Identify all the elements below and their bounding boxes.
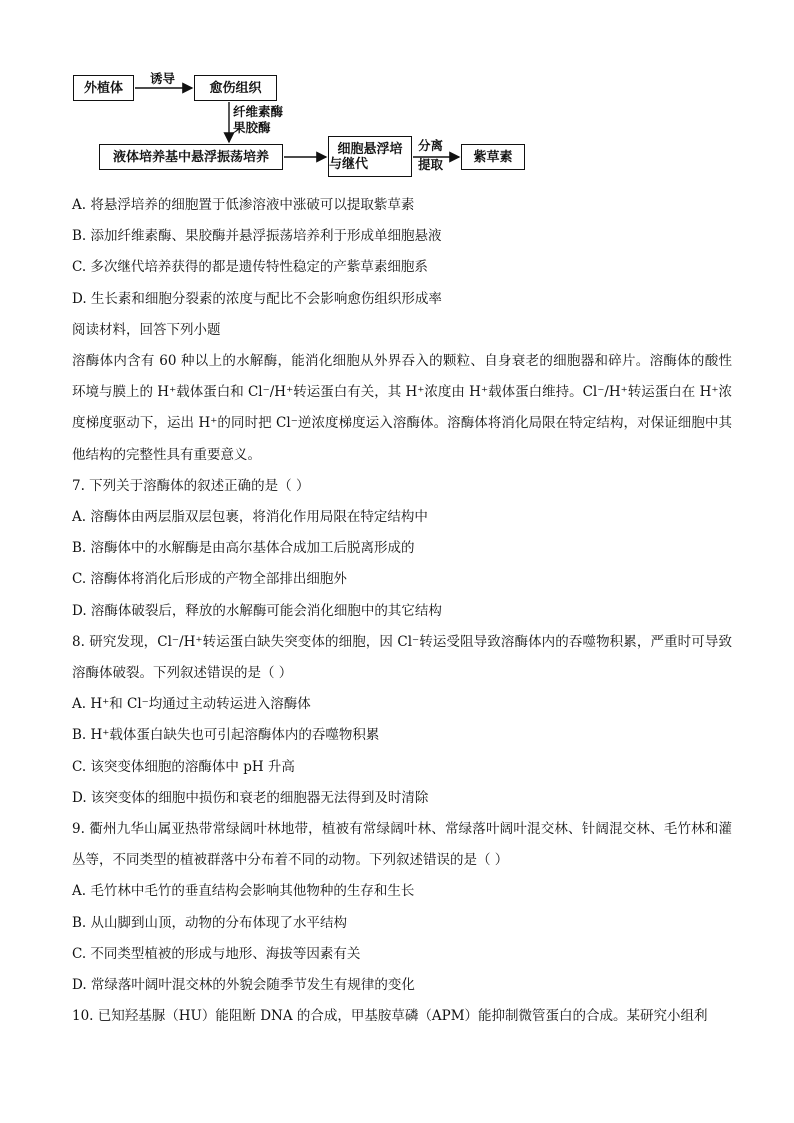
q9-option-d: D. 常绿落叶阔叶混交林的外貌会随季节发生有规律的变化 [72, 977, 415, 994]
flow-box-cells-line2: 与继代 [329, 156, 369, 172]
q10-stem: 10. 已知羟基脲（HU）能阻断 DNA 的合成，甲基胺草磷（APM）能抑制微管蛋白的合成。某研究小组利 [72, 1008, 708, 1025]
q6-option-a: A. 将悬浮培养的细胞置于低渗溶液中涨破可以提取紫草素 [72, 197, 415, 213]
q8-option-d: D. 该突变体的细胞中损伤和衰老的细胞器无法得到及时清除 [72, 789, 429, 806]
reading-passage: 溶酶体内含有 60 种以上的水解酶，能消化细胞从外界吞入的颗粒、自身衰老的细胞器和碎片。溶酶体的酸性环境与膜上的 H⁺载体蛋白和 Cl⁻/H⁺转运蛋白有关，其 H⁺浓度由 H⁺载体蛋白维持。Cl⁻/H⁺转运蛋白在 H⁺浓度梯度驱动下，运出 H⁺的同时把 Cl⁻逆浓度梯度运入溶酶体。溶酶体将消化局限在特定结构，对保证细胞中其他结构的完整性具有重要意义。 [72, 353, 732, 463]
flow-label-pectinase: 果胶酶 [233, 120, 271, 135]
flowchart [0, 0, 794, 180]
q9-stem: 9. 衢州九华山属亚热带常绿阔叶林地带，植被有常绿阔叶林、常绿落叶阔叶混交林、针阔混交林、毛竹林和灌丛等，不同类型的植被群落中分布着不同的动物。下列叙述错误的是（ ） [72, 821, 732, 869]
q7-option-a: A. 溶酶体由两层脂双层包裹，将消化作用局限在特定结构中 [72, 509, 428, 526]
q8-stem: 8. 研究发现，Cl⁻/H⁺转运蛋白缺失突变体的细胞，因 Cl⁻转运受阻导致溶酶体内的吞噬物积累，严重时可导致溶酶体破裂。下列叙述错误的是（ ） [72, 633, 732, 682]
flow-label-extract: 提取 [418, 157, 444, 172]
q8-option-c: C. 该突变体细胞的溶酶体中 pH 升高 [72, 758, 295, 775]
q7-stem: 7. 下列关于溶酶体的叙述正确的是（ ） [72, 477, 310, 494]
flow-label-cellulase: 纤维素酶 [233, 104, 284, 119]
flow-arrows [0, 0, 794, 180]
flow-label-induce: 诱导 [150, 71, 176, 86]
q6-option-d: D. 生长素和细胞分裂素的浓度与配比不会影响愈伤组织形成率 [72, 290, 442, 307]
q8-option-b: B. H⁺载体蛋白缺失也可引起溶酶体内的吞噬物积累 [72, 727, 380, 744]
question-content [72, 190, 732, 1032]
q8-option-a: A. H⁺和 Cl⁻均通过主动转运进入溶酶体 [72, 696, 311, 713]
reading-intro: 阅读材料，回答下列小题 [72, 321, 221, 338]
flow-box-suspension: 液体培养基中悬浮振荡培养 [99, 144, 283, 170]
flow-box-explant: 外植体 [73, 75, 134, 101]
q7-option-b: B. 溶酶体中的水解酶是由高尔基体合成加工后脱离形成的 [72, 540, 415, 557]
flow-box-shikonin: 紫草素 [461, 144, 525, 170]
q9-option-c: C. 不同类型植被的形成与地形、海拔等因素有关 [72, 945, 361, 962]
q9-option-a: A. 毛竹林中毛竹的垂直结构会影响其他物种的生存和生长 [72, 883, 415, 900]
q7-option-d: D. 溶酶体破裂后，释放的水解酶可能会消化细胞中的其它结构 [72, 602, 442, 619]
flow-box-callus: 愈伤组织 [194, 75, 277, 101]
flow-label-separate: 分离 [418, 138, 444, 153]
q9-option-b: B. 从山脚到山顶，动物的分布体现了水平结构 [72, 914, 348, 931]
q6-option-b: B. 添加纤维素酶、果胶酶并悬浮振荡培养利于形成单细胞悬液 [72, 228, 442, 245]
q6-option-c: C. 多次继代培养获得的都是遗传特性稳定的产紫草素细胞系 [72, 259, 428, 276]
q7-option-c: C. 溶酶体将消化后形成的产物全部排出细胞外 [72, 571, 347, 588]
flow-box-cells-line1: 细胞悬浮培 [337, 141, 403, 157]
